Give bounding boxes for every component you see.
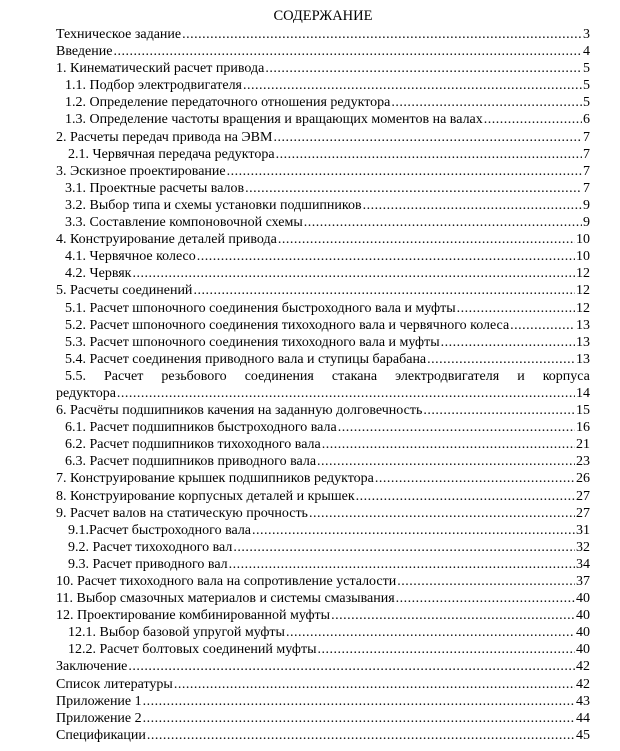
toc-entry-page: 13: [576, 334, 590, 350]
toc-entry-page: 26: [576, 471, 590, 487]
toc-entry[interactable]: [56, 94, 590, 111]
toc-entry-page: 3: [583, 27, 590, 42]
dot-leader: [132, 265, 575, 282]
dot-leader: [396, 590, 575, 607]
toc-entry-text: 5. Расчеты соединений: [56, 283, 193, 299]
dot-leader: [457, 300, 575, 317]
toc-entry-page: 9: [583, 215, 590, 231]
toc-entry-text: 10. Расчет тихоходного вала на сопротивление усталости: [56, 574, 397, 589]
toc-word: соединения: [244, 368, 314, 384]
toc-entry-text: Заключение: [56, 659, 128, 675]
dot-leader: [174, 676, 575, 693]
toc-word: и: [517, 368, 525, 384]
toc-entry-wrapped-continuation[interactable]: [56, 385, 590, 402]
toc-entry-page: 5: [583, 95, 590, 111]
toc-entry[interactable]: [56, 163, 590, 180]
toc-entry-text: Приложение 2: [56, 710, 142, 726]
toc-entry-page: 5: [583, 78, 590, 94]
dot-leader: [273, 129, 582, 146]
dot-leader: [356, 488, 575, 505]
toc-entry-text: Техническое задание: [56, 27, 182, 42]
toc-title: СОДЕРЖАНИЕ: [273, 8, 373, 24]
toc-entry-text: 1.1. Подбор электродвигателя: [65, 78, 242, 94]
toc-entry-page: 40: [576, 642, 590, 658]
dot-leader: [322, 436, 575, 453]
toc-entry-page: 15: [576, 403, 590, 419]
dot-leader: [510, 317, 575, 334]
toc-entry-page: 13: [576, 351, 590, 367]
toc-entry-page: 7: [583, 129, 590, 145]
toc-entry[interactable]: [56, 522, 590, 539]
toc-entry[interactable]: [56, 727, 590, 744]
toc-entry[interactable]: [56, 197, 590, 214]
toc-entry-page: 9: [583, 197, 590, 213]
toc-entry[interactable]: [56, 111, 590, 128]
toc-entry-page: 21: [576, 437, 590, 453]
toc-entry[interactable]: [56, 317, 590, 334]
toc-list: [56, 402, 590, 744]
toc-entry-text: 9.3. Расчет приводного вал: [68, 556, 228, 572]
dot-leader: [309, 505, 575, 522]
toc-entry-page: 37: [576, 574, 590, 589]
toc-entry-page: 27: [576, 505, 590, 521]
toc-entry-text: редуктора: [56, 385, 116, 401]
toc-entry[interactable]: [56, 351, 590, 368]
toc-entry-text: Приложение 1: [56, 693, 142, 709]
dot-leader: [427, 351, 575, 368]
dot-leader: [197, 248, 575, 265]
toc-entry-text: 7. Конструирование крышек подшипников редуктора: [56, 471, 374, 487]
toc-entry[interactable]: [56, 436, 590, 453]
toc-entry-text: 9.1.Расчет быстроходного вала: [68, 522, 252, 538]
dot-leader: [117, 385, 575, 402]
toc-entry-text: 3.3. Составление компоновочной схемы: [65, 215, 303, 231]
dot-leader: [304, 214, 582, 231]
toc-entry[interactable]: [56, 26, 590, 43]
toc-entry[interactable]: [56, 488, 590, 505]
toc-entry[interactable]: [56, 556, 590, 573]
toc-entry-text: 3.1. Проектные расчеты валов: [65, 180, 245, 196]
toc-entry[interactable]: [56, 214, 590, 231]
toc-entry-page: 6: [583, 112, 590, 128]
dot-leader: [227, 163, 582, 180]
toc-entry-text: 5.3. Расчет шпоночного соединения тихоходного вала и муфты: [65, 334, 440, 350]
dot-leader: [147, 727, 575, 744]
toc-entry[interactable]: [56, 265, 590, 282]
toc-word: корпуса: [542, 368, 590, 384]
dot-leader: [317, 453, 575, 470]
toc-entry-text: 6.3. Расчет подшипников приводного вала: [65, 454, 317, 470]
toc-entry-text: 4.1. Червячное колесо: [65, 249, 196, 265]
dot-leader: [113, 43, 582, 60]
toc-entry-text: 12.2. Расчет болтовых соединений муфты: [68, 642, 317, 658]
toc-entry[interactable]: [56, 282, 590, 299]
toc-entry-page: 40: [576, 608, 590, 624]
toc-entry-text: 3. Эскизное проектирование: [56, 163, 226, 179]
toc-entry-page: 27: [576, 488, 590, 504]
toc-entry[interactable]: [56, 129, 590, 146]
toc-entry-page: 14: [576, 385, 590, 401]
toc-entry-text: Введение: [56, 44, 113, 60]
toc-entry-text: 6. Расчёты подшипников качения на заданную долговечность: [56, 403, 423, 419]
toc-entry-page: 40: [576, 591, 590, 607]
dot-leader: [143, 693, 575, 710]
toc-entry[interactable]: [56, 60, 590, 77]
toc-entry-text: 9. Расчет валов на статическую прочность: [56, 505, 308, 521]
toc-entry-page: 7: [583, 163, 590, 179]
dot-leader: [331, 607, 575, 624]
toc-entry-text: 4.2. Червяк: [65, 266, 132, 282]
dot-leader: [245, 180, 582, 197]
toc-entry-text: 5.4. Расчет соединения приводного вала и ступицы барабана: [65, 351, 427, 367]
toc-entry-text: 1. Кинематический расчет привода: [56, 61, 265, 77]
toc-entry-page: 4: [583, 44, 590, 60]
toc-entry-text: 2. Расчеты передач привода на ЭВМ: [56, 129, 273, 145]
toc-entry[interactable]: [56, 505, 590, 522]
toc-entry-page: 42: [576, 659, 590, 675]
toc-entry[interactable]: [56, 300, 590, 317]
dot-leader: [338, 419, 575, 436]
toc-entry-page: 40: [576, 625, 590, 641]
toc-entry-page: 16: [576, 420, 590, 436]
toc-entry-text: 12. Проектирование комбинированной муфты: [56, 608, 331, 624]
toc-entry-text: 2.1. Червячная передача редуктора: [68, 146, 275, 162]
toc-word: 5.5.: [65, 368, 86, 384]
toc-entry[interactable]: [56, 43, 590, 60]
toc-entry-text: 5.2. Расчет шпоночного соединения тихоходного вала и червячного колеса: [65, 317, 510, 333]
toc-entry-wrapped[interactable]: [56, 368, 590, 385]
toc-entry-text: 4. Конструирование деталей привода: [56, 232, 277, 248]
dot-leader: [265, 60, 582, 77]
toc-entry[interactable]: [56, 402, 590, 419]
toc-entry-page: 12: [576, 266, 590, 282]
toc-entry[interactable]: [56, 453, 590, 470]
toc-entry-page: 31: [576, 522, 590, 538]
toc-entry-text: 12.1. Выбор базовой упругой муфты: [68, 625, 285, 641]
toc-entry-page: 12: [576, 300, 590, 316]
toc-entry[interactable]: [56, 607, 590, 624]
toc-entry-text: 3.2. Выбор типа и схемы установки подшипников: [65, 197, 362, 213]
toc-entry[interactable]: [56, 180, 590, 197]
dot-leader: [375, 470, 575, 487]
dot-leader: [278, 231, 575, 248]
dot-leader: [243, 77, 582, 94]
dot-leader: [363, 197, 582, 214]
toc-entry-page: 42: [576, 676, 590, 692]
toc-entry[interactable]: [56, 77, 590, 94]
toc-entry-page: 10: [576, 249, 590, 265]
toc-entry-page: 32: [576, 539, 590, 555]
toc-entry[interactable]: [56, 146, 590, 163]
dot-leader: [143, 710, 575, 727]
toc-entry[interactable]: [56, 641, 590, 658]
toc-entry[interactable]: [56, 231, 590, 248]
toc-entry-page: 44: [576, 710, 590, 726]
toc-entry[interactable]: [56, 590, 590, 607]
toc-entry-page: 45: [576, 727, 590, 743]
toc-entry-page: 12: [576, 283, 590, 299]
toc-entry-text: Список литературы: [56, 676, 173, 692]
toc-entry[interactable]: [56, 658, 590, 675]
table-of-contents: [56, 6, 590, 744]
toc-entry[interactable]: [56, 539, 590, 556]
toc-entry-page: 7: [583, 146, 590, 162]
dot-leader: [128, 658, 575, 675]
toc-entry-page: 5: [583, 61, 590, 77]
toc-entry-page: 34: [576, 556, 590, 572]
toc-entry-text: 9.2. Расчет тихоходного вал: [68, 539, 233, 555]
dot-leader: [441, 334, 575, 351]
toc-entry-text: 11. Выбор смазочных материалов и системы смазывания: [56, 591, 395, 607]
toc-entry[interactable]: [56, 334, 590, 351]
toc-entry[interactable]: [56, 676, 590, 693]
toc-entry[interactable]: [56, 693, 590, 710]
dot-leader: [318, 641, 576, 658]
toc-entry-page: 10: [576, 232, 590, 248]
toc-entry[interactable]: [56, 710, 590, 727]
dot-leader: [397, 573, 575, 590]
toc-entry-text: 8. Конструирование корпусных деталей и крышек: [56, 488, 355, 504]
toc-word: Расчет: [104, 368, 144, 384]
toc-entry[interactable]: [56, 248, 590, 265]
toc-entry[interactable]: [56, 470, 590, 487]
toc-entry-text: 1.2. Определение передаточного отношения редуктора: [65, 95, 391, 111]
toc-list: [56, 26, 590, 368]
dot-leader: [423, 402, 575, 419]
toc-entry-text: 6.2. Расчет подшипников тихоходного вала: [65, 437, 321, 453]
toc-entry-page: 13: [576, 317, 590, 333]
toc-entry-text: Спецификации: [56, 727, 146, 743]
toc-word: резьбового: [161, 368, 227, 384]
toc-entry-text: 6.1. Расчет подшипников быстроходного вала: [65, 420, 337, 436]
toc-entry[interactable]: [56, 419, 590, 436]
toc-entry-page: 43: [576, 693, 590, 709]
toc-entry[interactable]: [56, 624, 590, 641]
toc-entry[interactable]: [56, 573, 590, 590]
dot-leader: [484, 111, 582, 128]
dot-leader: [391, 94, 582, 111]
toc-entry-text: 5.1. Расчет шпоночного соединения быстроходного вала и муфты: [65, 300, 456, 316]
dot-leader: [182, 26, 582, 43]
dot-leader: [229, 556, 575, 573]
dot-leader: [252, 522, 575, 539]
toc-entry-page: 7: [583, 180, 590, 196]
dot-leader: [286, 624, 575, 641]
dot-leader: [276, 146, 582, 163]
dot-leader: [233, 539, 575, 556]
toc-word: электродвигателя: [395, 368, 500, 384]
toc-entry-text: 1.3. Определение частоты вращения и вращающих моментов на валах: [65, 112, 483, 128]
dot-leader: [193, 282, 575, 299]
toc-entry-page: 23: [576, 454, 590, 470]
toc-word: стакана: [331, 368, 378, 384]
